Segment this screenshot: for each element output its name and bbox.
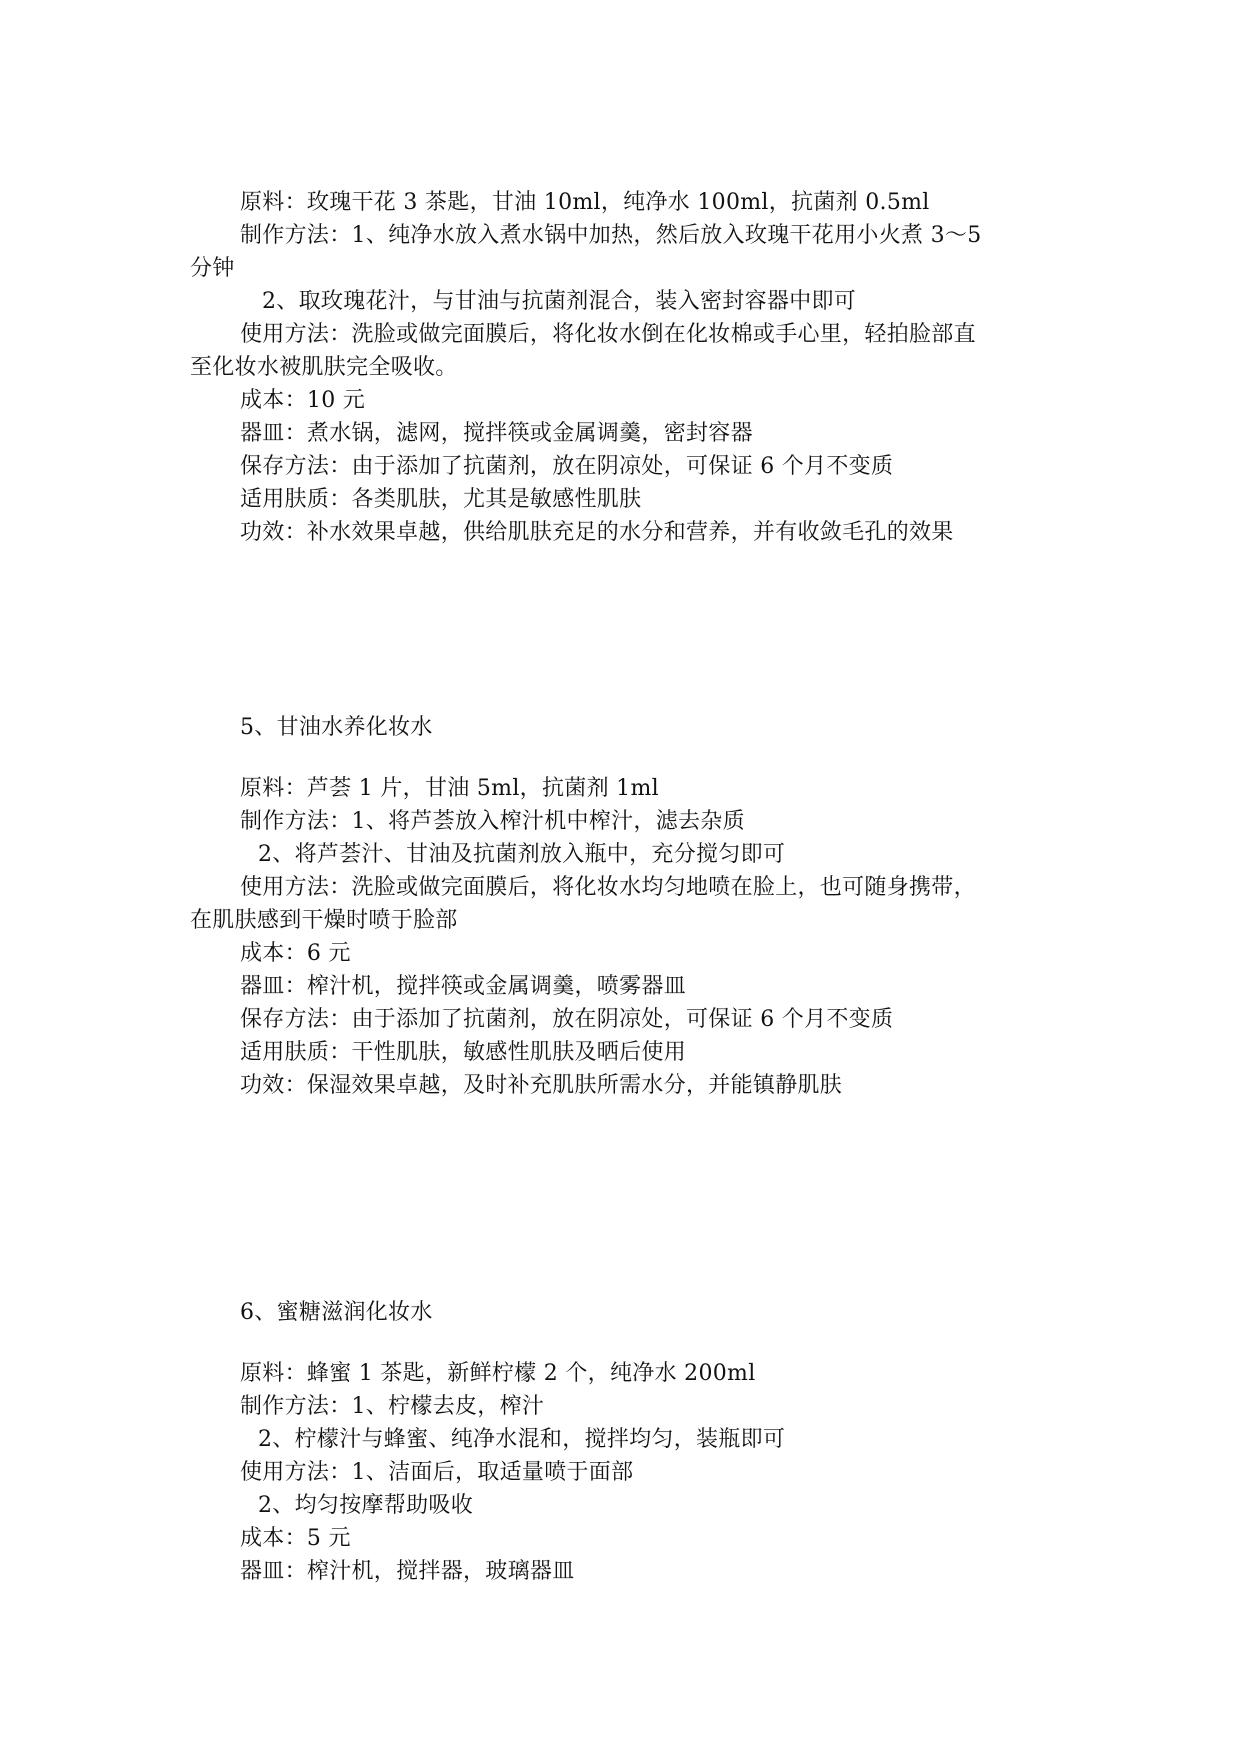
s6-usage-step1: 使用方法：1、洁面后，取适量喷于面部 [240,1460,634,1485]
s6-method-step1: 制作方法：1、柠檬去皮，榨汁 [240,1394,545,1419]
s5-effect: 功效：保湿效果卓越，及时补充肌肤所需水分，并能镇静肌肤 [240,1073,843,1098]
s5-title: 5、甘油水养化妆水 [240,715,433,740]
s5-method-step1: 制作方法：1、将芦荟放入榨汁机中榨汁，滤去杂质 [240,809,745,834]
s5-usage: 使用方法：洗脸或做完面膜后，将化妆水均匀地喷在脸上，也可随身携带， [240,875,976,900]
s6-ingredients: 原料：蜂蜜 1 茶匙，新鲜柠檬 2 个，纯净水 200ml [240,1361,756,1386]
s4-tools: 器皿：煮水锅，滤网，搅拌筷或金属调羹，密封容器 [240,421,753,446]
s4-usage: 使用方法：洗脸或做完面膜后，将化妆水倒在化妆棉或手心里，轻拍脸部直 [240,322,976,347]
s6-title: 6、蜜糖滋润化妆水 [240,1300,433,1325]
s4-method-step2: 2、取玫瑰花汁，与甘油与抗菌剂混合，装入密封容器中即可 [262,289,857,314]
s4-effect: 功效：补水效果卓越，供给肌肤充足的水分和营养，并有收敛毛孔的效果 [240,520,954,545]
s6-tools: 器皿：榨汁机，搅拌器，玻璃器皿 [240,1559,575,1584]
s4-method-step1-cont: 分钟 [190,256,235,281]
s5-cost: 成本：6 元 [240,941,351,966]
s4-cost: 成本：10 元 [240,388,366,413]
s4-ingredients: 原料：玫瑰干花 3 茶匙，甘油 10ml，纯净水 100ml，抗菌剂 0.5ml [240,190,930,215]
s6-cost: 成本：5 元 [240,1526,351,1551]
s5-storage: 保存方法：由于添加了抗菌剂，放在阴凉处，可保证 6 个月不变质 [240,1007,894,1032]
s6-usage-step2: 2、均匀按摩帮助吸收 [258,1493,473,1518]
s5-method-step2: 2、将芦荟汁、甘油及抗菌剂放入瓶中，充分搅匀即可 [258,842,786,867]
s6-method-step2: 2、柠檬汁与蜂蜜、纯净水混和，搅拌均匀，装瓶即可 [258,1427,786,1452]
s5-usage-cont: 在肌肤感到干燥时喷于脸部 [190,908,458,933]
s5-ingredients: 原料：芦荟 1 片，甘油 5ml，抗菌剂 1ml [240,776,659,801]
s4-storage: 保存方法：由于添加了抗菌剂，放在阴凉处，可保证 6 个月不变质 [240,454,894,479]
s4-usage-cont: 至化妆水被肌肤完全吸收。 [190,355,458,380]
s5-skin-type: 适用肤质：干性肌肤，敏感性肌肤及晒后使用 [240,1040,687,1065]
s4-method-step1: 制作方法：1、纯净水放入煮水锅中加热，然后放入玫瑰干花用小火煮 3～5 [240,223,982,248]
s4-skin-type: 适用肤质：各类肌肤，尤其是敏感性肌肤 [240,487,642,512]
s5-tools: 器皿：榨汁机，搅拌筷或金属调羹，喷雾器皿 [240,974,687,999]
